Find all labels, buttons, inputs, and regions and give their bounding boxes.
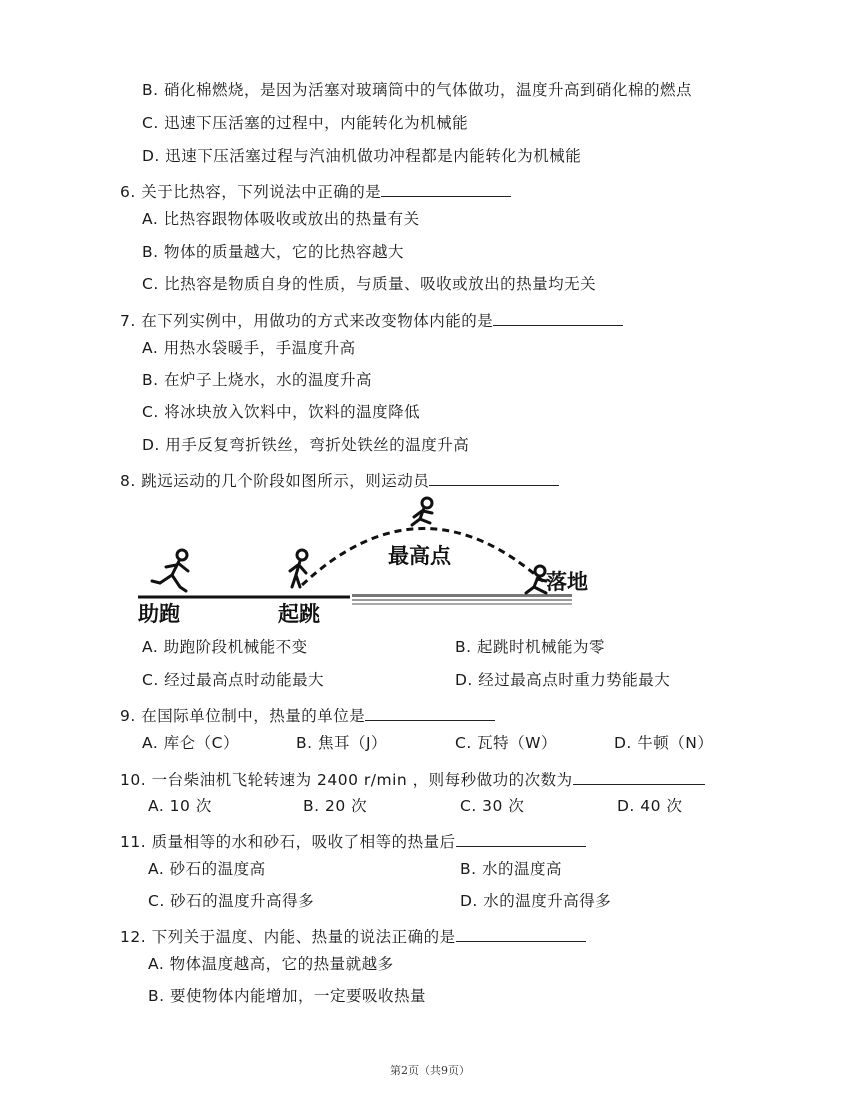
q9-stem (120, 704, 495, 726)
airborne-figure (412, 498, 432, 525)
q12-option-b: B. 要使物体内能增加，一定要吸收热量 (148, 987, 426, 1005)
q5-option-c: C. 迅速下压活塞的过程中，内能转化为机械能 (142, 114, 469, 132)
label-run: 助跑 (138, 602, 180, 626)
q6-stem-text: 6. 关于比热容，下列说法中正确的是 (120, 183, 382, 201)
q6-option-a: A. 比热容跟物体吸收或放出的热量有关 (142, 210, 420, 228)
q7-stem (120, 309, 623, 331)
q7-stem-text: 7. 在下列实例中，用做功的方式来改变物体内能的是 (120, 312, 494, 330)
q9-option-a: A. 库仑（C） (142, 734, 240, 752)
q7-option-d: D. 用手反复弯折铁丝，弯折处铁丝的温度升高 (142, 436, 470, 454)
q11-option-a: A. 砂石的温度高 (148, 860, 266, 878)
q10-option-b: B. 20 次 (303, 797, 368, 815)
answer-blank (493, 309, 623, 326)
answer-blank (381, 180, 511, 197)
answer-blank (429, 469, 559, 486)
q9-option-b: B. 焦耳（J） (296, 734, 388, 752)
answer-blank (456, 925, 586, 942)
label-takeoff: 起跳 (278, 602, 320, 626)
runner-figure (152, 550, 188, 591)
label-land: 落地 (546, 570, 588, 594)
q11-option-d: D. 水的温度升高得多 (460, 892, 612, 910)
q10-stem (120, 768, 705, 790)
answer-blank (365, 704, 495, 721)
q11-stem (120, 830, 586, 852)
q12-stem (120, 925, 586, 947)
sand-pit (352, 594, 572, 605)
long-jump-figure (130, 493, 600, 628)
q10-stem-text: 10. 一台柴油机飞轮转速为 2400 r/min ，则每秒做功的次数为 (120, 771, 573, 789)
q8-stem-text: 8. 跳远运动的几个阶段如图所示，则运动员 (120, 472, 430, 490)
q7-option-b: B. 在炉子上烧水，水的温度升高 (142, 371, 372, 389)
q7-option-a: A. 用热水袋暖手，手温度升高 (142, 339, 356, 357)
q7-option-c: C. 将冰块放入饮料中，饮料的温度降低 (142, 403, 421, 421)
label-top: 最高点 (388, 544, 451, 568)
q11-stem-text: 11. 质量相等的水和砂石，吸收了相等的热量后 (120, 833, 456, 851)
q10-option-a: A. 10 次 (148, 797, 212, 815)
q8-option-d: D. 经过最高点时重力势能最大 (455, 671, 671, 689)
q6-option-c: C. 比热容是物质自身的性质，与质量、吸收或放出的热量均无关 (142, 275, 597, 293)
q5-option-d: D. 迅速下压活塞过程与汽油机做功冲程都是内能转化为机械能 (142, 147, 582, 165)
q10-option-d: D. 40 次 (617, 797, 683, 815)
q12-option-a: A. 物体温度越高，它的热量就越多 (148, 955, 394, 973)
q11-option-c: C. 砂石的温度升高得多 (148, 892, 315, 910)
q8-option-a: A. 助跑阶段机械能不变 (142, 638, 308, 656)
q8-stem (120, 469, 559, 491)
q9-option-d: D. 牛顿（N） (614, 734, 714, 752)
q10-option-c: C. 30 次 (460, 797, 525, 815)
page-footer: 第2页（共9页） (390, 1064, 470, 1077)
q6-stem (120, 180, 511, 202)
q6-option-b: B. 物体的质量越大，它的比热容越大 (142, 243, 404, 261)
q9-stem-text: 9. 在国际单位制中，热量的单位是 (120, 707, 366, 725)
q8-option-c: C. 经过最高点时动能最大 (142, 671, 325, 689)
q11-option-b: B. 水的温度高 (460, 860, 562, 878)
answer-blank (573, 768, 705, 785)
answer-blank (456, 830, 586, 847)
q8-option-b: B. 起跳时机械能为零 (455, 638, 605, 656)
q5-option-b: B. 硝化棉燃烧，是因为活塞对玻璃筒中的气体做功，温度升高到硝化棉的燃点 (142, 81, 692, 99)
q12-stem-text: 12. 下列关于温度、内能、热量的说法正确的是 (120, 928, 456, 946)
q9-option-c: C. 瓦特（W） (455, 734, 558, 752)
